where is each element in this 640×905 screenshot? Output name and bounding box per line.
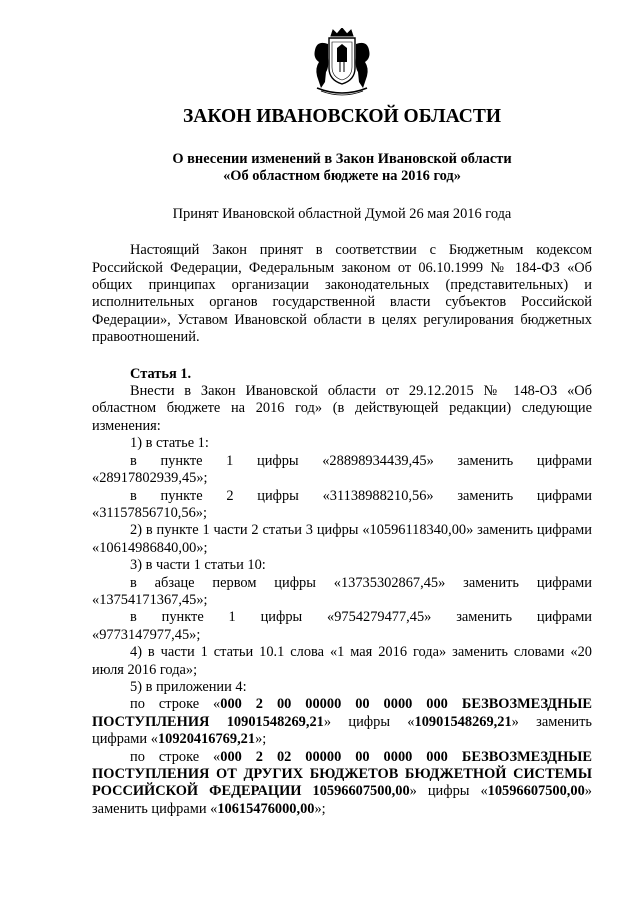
- item-1b-tail: «31157856710,56»;: [92, 504, 207, 521]
- item-3a-lead: в абзаце первом цифры «13735302867,45» заменить цифрами: [130, 574, 592, 591]
- law-subtitle: [92, 151, 592, 186]
- item-3b-tail: «9773147977,45»;: [92, 626, 201, 643]
- item-3b-lead: в пункте 1 цифры «9754279477,45» заменить цифрами: [130, 609, 592, 626]
- item-4: 4) в части 1 статьи 10.1 слова «1 мая 2016 года» заменить словами «20 июля 2016 года»;: [92, 644, 592, 678]
- item-3a-tail: «13754171367,45»;: [92, 591, 208, 608]
- item-1a-lead: в пункте 1 цифры «28898934439,45» заменить цифрами: [130, 452, 592, 469]
- row1-text-3: » заменить цифрами «: [92, 713, 592, 748]
- row2-new-value: 10615476000,00: [217, 800, 315, 817]
- row1-text-2: » цифры «: [323, 713, 415, 730]
- subtitle-line-1: О внесении изменений в Закон Ивановской области: [172, 151, 512, 167]
- item-5-row-2: [92, 749, 592, 819]
- coat-of-arms-icon: [307, 28, 377, 96]
- row1-old-value: 10901548269,21: [414, 713, 512, 730]
- article-heading: Статья 1.: [130, 365, 192, 382]
- article-intro: Внести в Закон Ивановской области от 29.12.2015 № 148-ОЗ «Об областном бюджете на 2016 год» (в действующей редакции) следующие изменения:: [92, 383, 592, 434]
- row1-text-1: по строке «: [130, 696, 221, 713]
- row1-text-4: »;: [255, 731, 267, 748]
- item-1b-lead: в пункте 2 цифры «31138988210,56» заменить цифрами: [130, 487, 592, 504]
- row2-text-1: по строке «: [130, 748, 221, 765]
- item-5-row-1: [92, 696, 592, 748]
- subtitle-line-2: «Об областном бюджете на 2016 год»: [223, 168, 461, 185]
- row2-text-4: »;: [314, 800, 326, 817]
- item-2: 2) в пункте 1 части 2 статьи 3 цифры «10596118340,00» заменить цифрами «10614986840,00»;: [92, 522, 592, 556]
- row2-code: 000 2 02 00000 00 0000 000 БЕЗВОЗМЕЗДНЫЕ ПОСТУПЛЕНИЯ ОТ ДРУГИХ БЮДЖЕТОВ БЮДЖЕТНОЙ СИСТЕМЫ РОССИЙСКОЙ ФЕДЕРАЦИИ 10596607500,00: [92, 748, 592, 800]
- row2-text-3: » заменить цифрами «: [92, 783, 592, 817]
- document-page: [92, 28, 592, 818]
- row1-code: 000 2 00 00000 00 0000 000 БЕЗВОЗМЕЗДНЫЕ ПОСТУПЛЕНИЯ 10901548269,21: [92, 696, 592, 730]
- item-1: 1) в статье 1:: [130, 435, 209, 452]
- row2-old-value: 10596607500,00: [487, 783, 585, 800]
- row1-new-value: 10920416769,21: [157, 731, 256, 748]
- item-1a-tail: «28917802939,45»;: [92, 470, 208, 487]
- law-title: ЗАКОН ИВАНОВСКОЙ ОБЛАСТИ: [182, 106, 502, 127]
- item-5: 5) в приложении 4:: [130, 678, 247, 695]
- row2-text-2: » цифры «: [409, 783, 488, 800]
- preamble-paragraph: Настоящий Закон принят в соответствии с Бюджетным кодексом Российской Федерации, Федеральным законом от 06.10.1999 № 184-ФЗ «Об общих принципах организации законодательных (представительных) и исполнительных органов государственной власти субъектов Российской Федерации», Уставом Ивановской области в целях регулирования бюджетных правоотношений.: [92, 242, 592, 346]
- adoption-note: Принят Ивановской областной Думой 26 мая 2016 года: [172, 205, 512, 222]
- item-3: 3) в части 1 статьи 10:: [130, 557, 266, 574]
